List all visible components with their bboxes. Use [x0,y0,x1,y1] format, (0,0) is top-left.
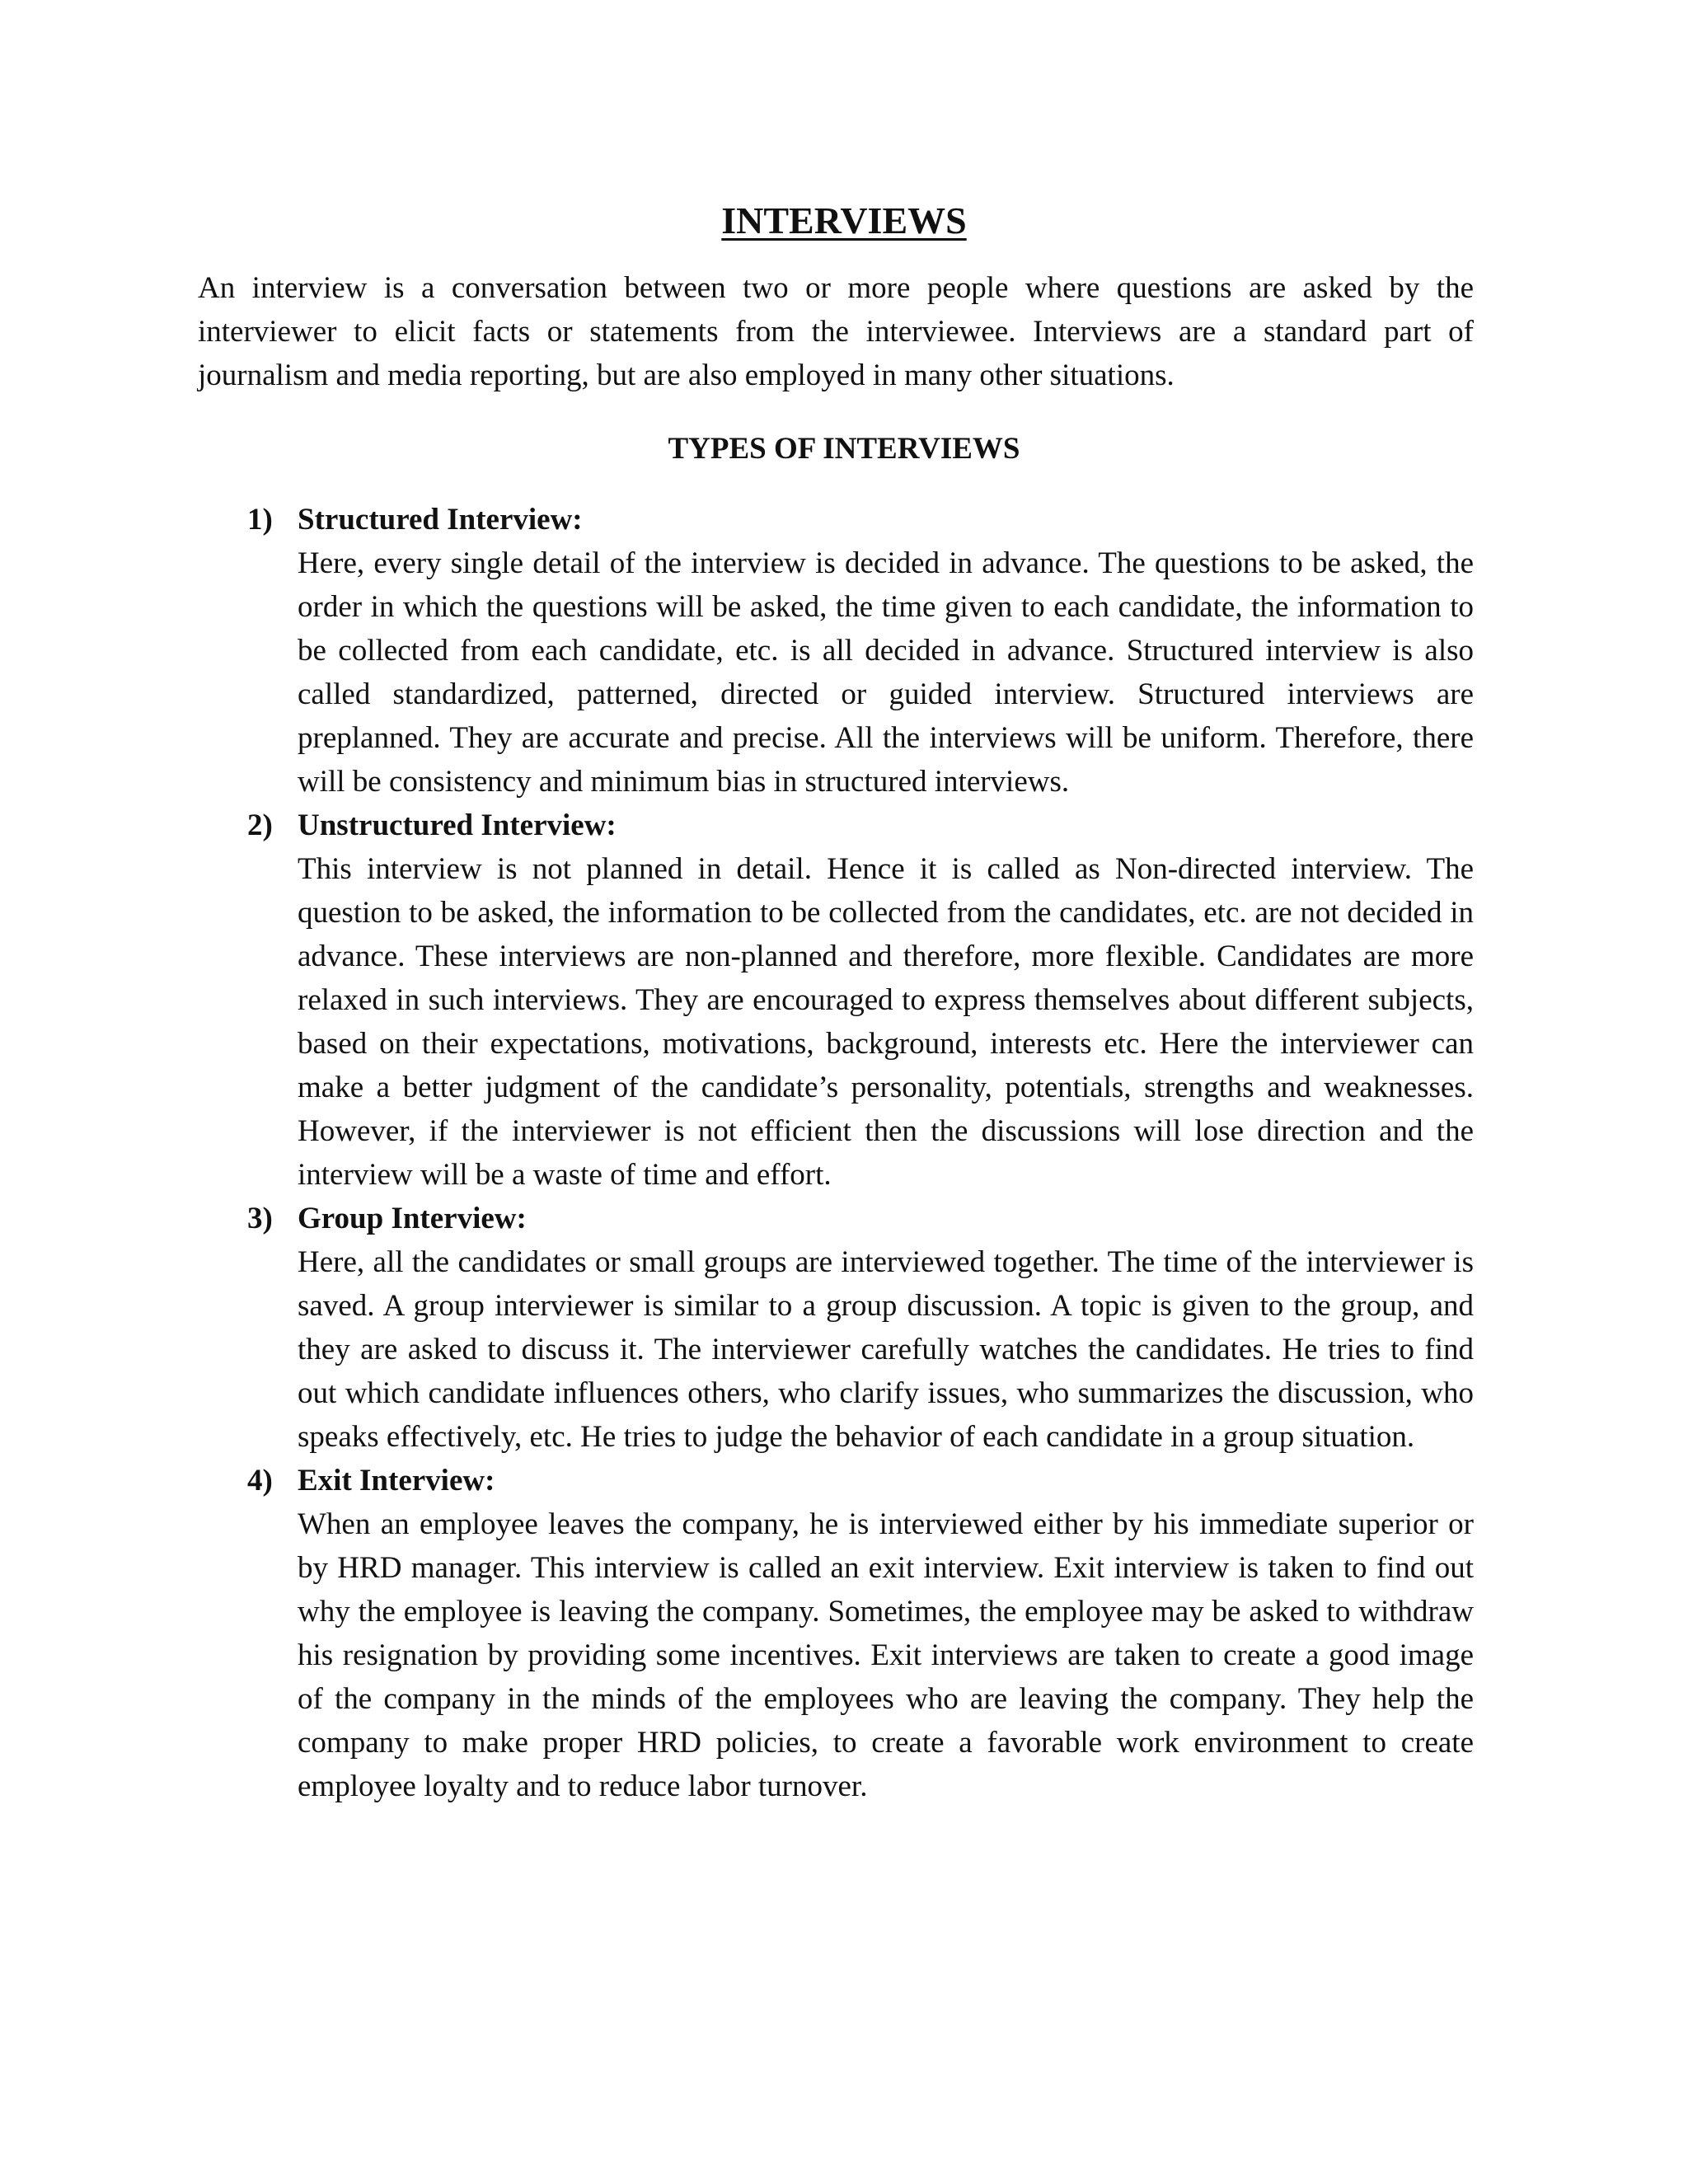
intro-paragraph: An interview is a conversation between two or more people where questions are asked by the interviewer to elicit facts or statements from the interviewee. Interviews are a standard part of journalism and media reporting, but are also employed in many other situations. [198,271,1474,392]
list-item-number: 2) [247,808,273,842]
list-item-structured [0,498,1688,804]
list-item-body: When an employee leaves the company, he is interviewed either by his immediate superior or by HRD manager. This interview is called an exit interview. Exit interview is taken to find out why the employee is leaving the company. Sometimes, the employee may be asked to withdraw his resignation by providing some incentives. Exit interviews are taken to create a good image of the company in the minds of the employees who are leaving the company. They help the company to make proper HRD policies, to create a favorable work environment to create employee loyalty and to reduce labor turnover. [298,1507,1474,1803]
list-item-number: 1) [247,503,273,537]
list-item-body: Here, every single detail of the interview is decided in advance. The questions to be asked, the order in which the questions will be asked, the time given to each candidate, the information to be collected from each candidate, etc. is all decided in advance. Structured interview is also called standardized, patterned, directed or guided interview. Structured interviews are preplanned. They are accurate and precise. All the interviews will be uniform. Therefore, there will be consistency and minimum bias in structured interviews. [298,546,1474,799]
list-item-title: Group Interview: [298,1202,527,1235]
list-item-unstructured [0,804,1688,1197]
list-item-group [0,1197,1688,1459]
list-item-number: 3) [247,1202,273,1235]
list-item-heading [0,498,1688,541]
interview-types-list [0,498,1688,1808]
list-item-title: Exit Interview: [298,1464,495,1497]
list-item-body: This interview is not planned in detail. Hence it is called as Non-directed interview. The question to be asked, the information to be collected from the candidates, etc. are not decided in advance. These interviews are non-planned and therefore, more flexible. Candidates are more relaxed in such interviews. They are encouraged to express themselves about different subjects, based on their expectations, motivations, background, interests etc. Here the interviewer can make a better judgment of the candidate’s personality, potentials, strengths and weaknesses. However, if the interviewer is not efficient then the discussions will lose direction and the interview will be a waste of time and effort. [298,852,1474,1192]
list-item-number: 4) [247,1464,273,1497]
list-item-heading [0,1459,1688,1502]
list-item-body: Here, all the candidates or small groups are interviewed together. The time of the interviewer is saved. A group interviewer is similar to a group discussion. A topic is given to the group, and they are asked to discuss it. The interviewer carefully watches the candidates. He tries to find out which candidate influences others, who clarify issues, who summarizes the discussion, who speaks effectively, etc. He tries to judge the behavior of each candidate in a group situation. [298,1245,1474,1454]
list-item-exit [0,1459,1688,1808]
list-item-title: Unstructured Interview: [298,808,617,842]
list-item-heading [0,1197,1688,1240]
list-item-heading [0,804,1688,847]
section-heading: TYPES OF INTERVIEWS [668,432,1020,466]
list-item-title: Structured Interview: [298,503,583,537]
page-title: INTERVIEWS [721,199,967,241]
